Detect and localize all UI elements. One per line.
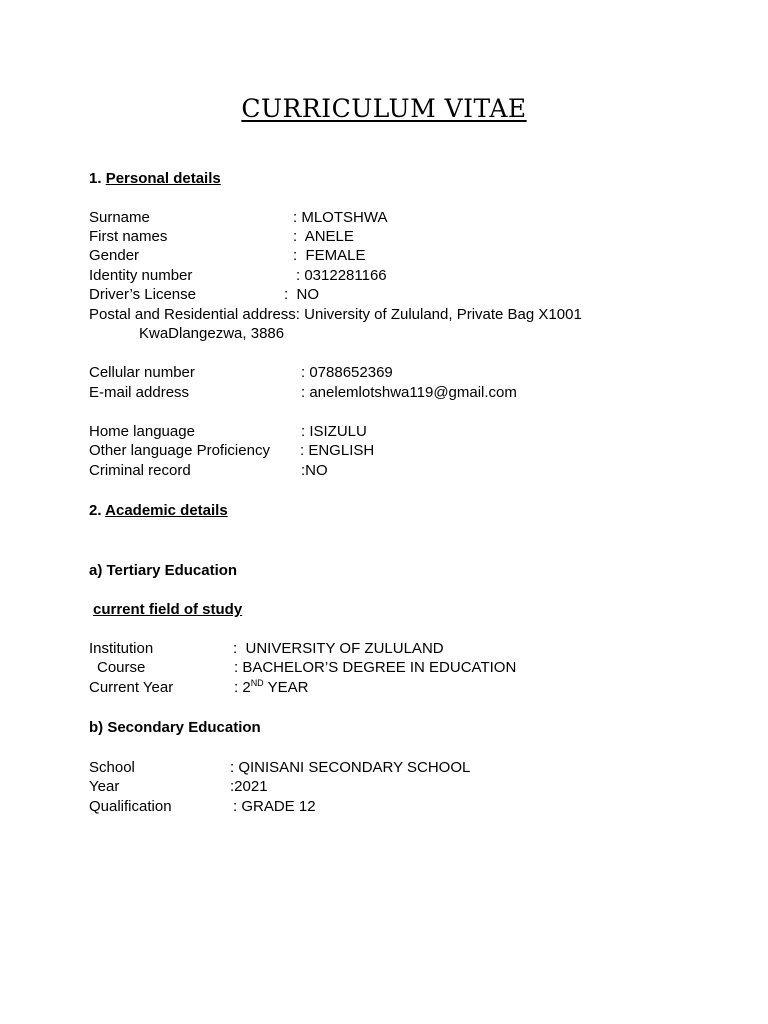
ordinal-suffix: ND [250, 678, 264, 688]
other-language-value-row [300, 441, 374, 460]
year-value: 2021 [234, 778, 268, 795]
identity-value: 0312281166 [304, 267, 387, 284]
current-year-number: 2 [242, 679, 251, 696]
institution-value-row [233, 639, 444, 658]
address-line2: KwaDlangezwa, 3886 [139, 325, 285, 342]
separator: : [234, 659, 239, 676]
identity-value-row [296, 266, 387, 285]
separator: : [301, 462, 306, 479]
year-value-row [230, 777, 268, 796]
email-label: E-mail address [89, 384, 190, 401]
section-heading-academic [89, 501, 228, 520]
separator: : [230, 778, 235, 795]
tertiary-heading: a) Tertiary Education [89, 562, 238, 579]
separator: : [284, 286, 289, 303]
email-value-row [301, 383, 517, 402]
surname-value-row [293, 208, 387, 227]
separator: : [301, 423, 306, 440]
institution-value: UNIVERSITY OF ZULULAND [245, 640, 444, 657]
separator: : [233, 798, 238, 815]
criminal-value-row [301, 461, 328, 480]
address-value: University of Zululand, Private Bag X1001 [304, 306, 582, 323]
criminal-label: Criminal record [89, 462, 191, 479]
section-title: Academic details [105, 502, 228, 519]
home-language-value: ISIZULU [309, 423, 367, 440]
institution-label: Institution [89, 640, 154, 657]
separator: : [293, 228, 298, 245]
course-value-row [234, 658, 516, 677]
separator: : [233, 640, 238, 657]
school-value-row [230, 758, 470, 777]
home-language-label: Home language [89, 423, 195, 440]
surname-value: MLOTSHWA [301, 209, 388, 226]
criminal-value: NO [305, 462, 328, 479]
license-value: NO [296, 286, 320, 303]
separator: : [301, 364, 306, 381]
home-language-value-row [301, 422, 367, 441]
email-value: anelemlotshwa119@gmail.com [309, 384, 517, 401]
current-year-label: Current Year [89, 679, 174, 696]
section-number: 2. [89, 502, 102, 519]
section-number: 1. [89, 170, 102, 187]
address-row [89, 305, 582, 324]
gender-value-row [293, 246, 366, 265]
year-label: Year [89, 778, 120, 795]
course-label: Course [97, 659, 146, 676]
identity-label: Identity number [89, 267, 193, 284]
surname-label: Surname [89, 209, 150, 226]
separator: : [234, 679, 239, 696]
current-year-unit: YEAR [263, 679, 309, 696]
section-heading-personal [89, 169, 221, 188]
school-value: QINISANI SECONDARY SCHOOL [238, 759, 471, 776]
other-language-value: ENGLISH [308, 442, 375, 459]
address-label: Postal and Residential address: [89, 306, 300, 323]
separator: : [301, 384, 306, 401]
qualification-label: Qualification [89, 798, 172, 815]
gender-label: Gender [89, 247, 140, 264]
document-title-text: CURRICULUM VITAE [241, 94, 527, 123]
separator: : [230, 759, 235, 776]
license-value-row [284, 285, 319, 304]
separator: : [293, 247, 298, 264]
separator: : [300, 442, 305, 459]
separator: : [293, 209, 298, 226]
cellular-value: 0788652369 [309, 364, 393, 381]
document-title [0, 94, 768, 123]
secondary-heading: b) Secondary Education [89, 719, 261, 736]
cellular-label: Cellular number [89, 364, 195, 381]
cellular-value-row [301, 363, 393, 382]
gender-value: FEMALE [305, 247, 366, 264]
course-value: BACHELOR’S DEGREE IN EDUCATION [242, 659, 517, 676]
other-language-label: Other language Proficiency [89, 442, 270, 459]
first-names-value: ANELE [304, 228, 354, 245]
first-names-label: First names [89, 228, 168, 245]
separator: : [296, 267, 301, 284]
field-of-study-heading: current field of study [93, 601, 243, 618]
qualification-value-row [233, 797, 316, 816]
first-names-value-row [293, 227, 354, 246]
qualification-value: GRADE 12 [241, 798, 316, 815]
current-year-value-row [234, 678, 308, 697]
school-label: School [89, 759, 135, 776]
section-title: Personal details [105, 170, 221, 187]
license-label: Driver’s License [89, 286, 196, 303]
